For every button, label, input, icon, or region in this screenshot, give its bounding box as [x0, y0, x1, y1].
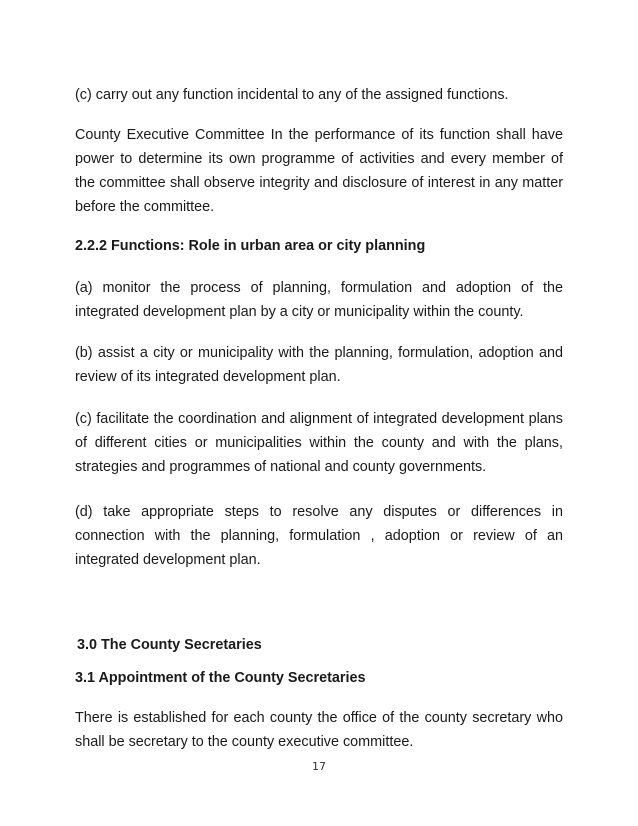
- heading-3-1-appointment: 3.1 Appointment of the County Secretaries: [75, 670, 366, 686]
- paragraph-monitor-planning: (a) monitor the process of planning, formulation and adoption of the integrated development plan by a city or municipality within the county.: [75, 280, 563, 320]
- paragraph-facilitate-coordination: (c) facilitate the coordination and alignment of integrated development plans of different cities or municipalities within the county and with the plans, strategies and programmes of national and county governments.: [75, 411, 563, 475]
- paragraph-resolve-disputes: (d) take appropriate steps to resolve any disputes or differences in connection with the planning, formulation , adoption or review of an integrated development plan.: [75, 504, 563, 568]
- paragraph-assigned-functions: (c) carry out any function incidental to any of the assigned functions.: [75, 87, 509, 103]
- heading-3-0-county-secretaries: 3.0 The County Secretaries: [77, 637, 262, 653]
- page-number: 17: [312, 760, 326, 773]
- paragraph-assist-city: (b) assist a city or municipality with the planning, formulation, adoption and review of its integrated development plan.: [75, 345, 563, 385]
- paragraph-executive-committee-powers: County Executive Committee In the performance of its function shall have power to determine its own programme of activities and every member of the committee shall observe integrity and disclosure of interest in any matter before the committee.: [75, 127, 563, 215]
- heading-2-2-2-urban-planning: 2.2.2 Functions: Role in urban area or city planning: [75, 238, 426, 254]
- paragraph-office-established: There is established for each county the office of the county secretary who shall be secretary to the county executive committee.: [75, 710, 563, 750]
